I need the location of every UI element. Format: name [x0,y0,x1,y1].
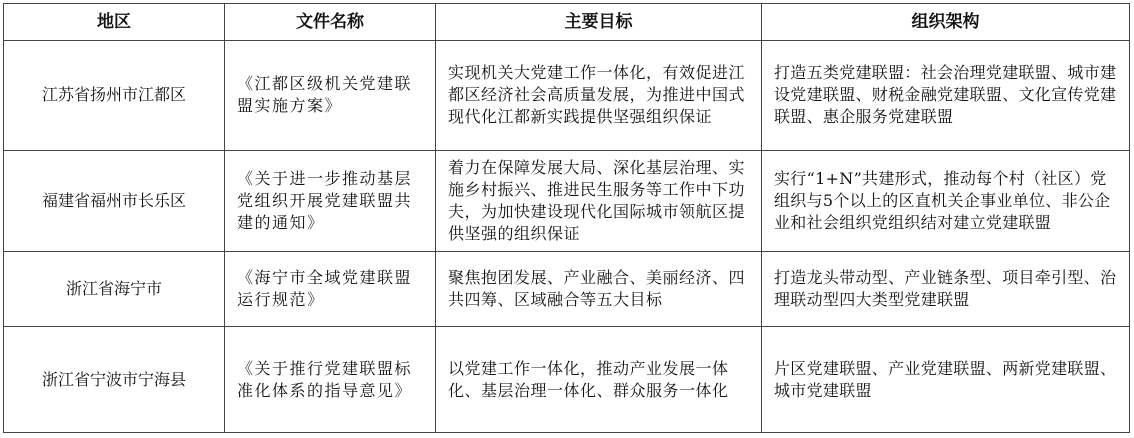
cell-org-structure: 打造五类党建联盟：社会治理党建联盟、城市建设党建联盟、财税金融党建联盟、文化宣传党建联盟、惠企服务党建联盟 [762,41,1130,151]
cell-region: 浙江省宁波市宁海县 [4,327,225,433]
cell-main-goal: 着力在保障发展大局、深化基层治理、实施乡村振兴、推进民生服务等工作中下功夫，为加快建设现代化国际城市领航区提供坚强的组织保证 [436,150,762,252]
cell-org-structure: 实行“1+N”共建形式，推动每个村（社区）党组织与5个以上的区直机关企事业单位、非公企业和社会组织党组织结对建立党建联盟 [762,150,1130,252]
cell-region: 福建省福州市长乐区 [4,150,225,252]
cell-file-name: 《海宁市全域党建联盟运行规范》 [225,252,436,327]
cell-main-goal: 实现机关大党建工作一体化，有效促进江都区经济社会高质量发展，为推进中国式现代化江都新实践提供坚强组织保证 [436,41,762,151]
cell-region: 浙江省海宁市 [4,252,225,327]
header-org-structure: 组织架构 [762,4,1130,41]
cell-file-name: 《关于进一步推动基层党组织开展党建联盟共建的通知》 [225,150,436,252]
header-region: 地区 [4,4,225,41]
table-row [4,327,1130,433]
table-row [4,41,1130,151]
table-row [4,252,1130,327]
header-file-name: 文件名称 [225,4,436,41]
cell-org-structure: 片区党建联盟、产业党建联盟、两新党建联盟、城市党建联盟 [762,327,1130,433]
cell-region: 江苏省扬州市江都区 [4,41,225,151]
header-main-goal: 主要目标 [436,4,762,41]
party-alliance-table [3,3,1130,433]
cell-org-structure: 打造龙头带动型、产业链条型、项目牵引型、治理联动型四大类型党建联盟 [762,252,1130,327]
cell-main-goal: 聚焦抱团发展、产业融合、美丽经济、四共四筹、区域融合等五大目标 [436,252,762,327]
cell-file-name: 《江都区级机关党建联盟实施方案》 [225,41,436,151]
table-row [4,150,1130,252]
cell-file-name: 《关于推行党建联盟标准化体系的指导意见》 [225,327,436,433]
cell-main-goal: 以党建工作一体化，推动产业发展一体化、基层治理一体化、群众服务一体化 [436,327,762,433]
table-header-row [4,4,1130,41]
